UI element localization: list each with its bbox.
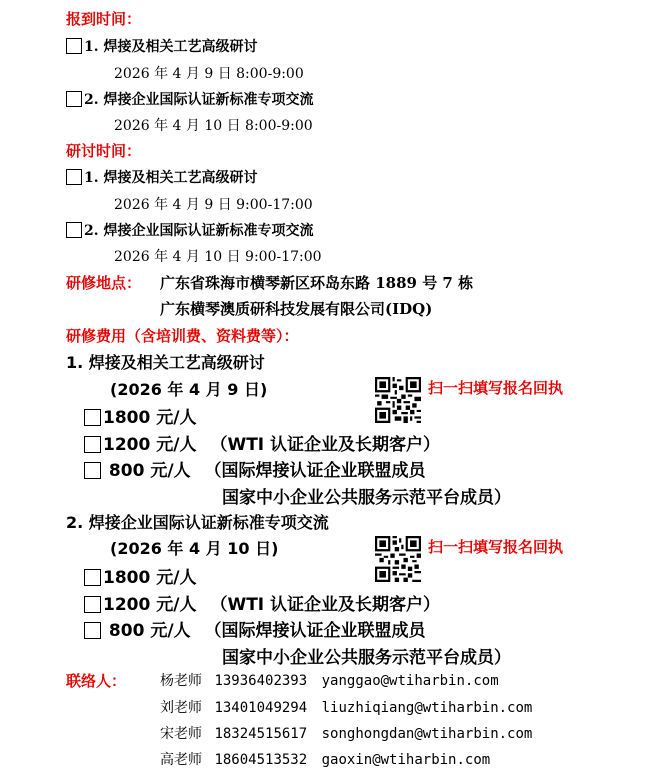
qr-label-1: 扫一扫填写报名回执 bbox=[428, 379, 564, 397]
seminar-date-2: 2026 年 4 月 10 日 9:00-17:00 bbox=[114, 249, 322, 265]
qr-code-icon[interactable] bbox=[375, 536, 421, 582]
fee-option-1800[interactable]: 1800 元/人 bbox=[84, 403, 196, 428]
checkin-option-1[interactable]: 1. 焊接及相关工艺高级研讨 bbox=[66, 36, 258, 56]
checkbox[interactable] bbox=[84, 569, 101, 586]
checkin-heading: 报到时间： bbox=[66, 10, 142, 28]
contact-phone[interactable]: 18604513532 bbox=[214, 752, 308, 768]
venue-address: 广东省珠海市横琴新区环岛东路 1889 号 7 栋 bbox=[160, 274, 474, 292]
venue-company: 广东横琴澳质研科技发展有限公司(IDQ) bbox=[160, 300, 433, 318]
checkbox[interactable] bbox=[84, 462, 101, 479]
contact-email[interactable]: liuzhiqiang@wtiharbin.com bbox=[321, 700, 533, 716]
contact-email[interactable]: yanggao@wtiharbin.com bbox=[321, 673, 499, 689]
contact-phone[interactable]: 18324515617 bbox=[214, 726, 308, 742]
checkbox[interactable] bbox=[84, 409, 101, 426]
checkbox[interactable] bbox=[66, 91, 82, 107]
seminar-option-1[interactable]: 1. 焊接及相关工艺高级研讨 bbox=[66, 167, 258, 187]
contact-phone[interactable]: 13936402393 bbox=[214, 673, 308, 689]
checkin-date-1: 2026 年 4 月 9 日 8:00-9:00 bbox=[114, 66, 304, 82]
course-title-1: 1. 焊接及相关工艺高级研讨 bbox=[66, 353, 265, 372]
contact-email[interactable]: gaoxin@wtiharbin.com bbox=[321, 752, 491, 768]
course-date-1: (2026 年 4 月 9 日) bbox=[110, 380, 268, 399]
contact-email[interactable]: songhongdan@wtiharbin.com bbox=[321, 726, 533, 742]
checkbox[interactable] bbox=[84, 436, 101, 453]
seminar-option-2[interactable]: 2. 焊接企业国际认证新标准专项交流 bbox=[66, 220, 314, 240]
fee-option-1800[interactable]: 1800 元/人 bbox=[84, 563, 196, 588]
contact-name: 宋老师 bbox=[160, 726, 202, 742]
qr-label-2: 扫一扫填写报名回执 bbox=[428, 538, 564, 556]
checkbox[interactable] bbox=[66, 169, 82, 185]
contact-row bbox=[160, 670, 499, 690]
fee-note-cont: 国家中小企业公共服务示范平台成员） bbox=[222, 488, 511, 508]
seminar-date-1: 2026 年 4 月 9 日 9:00-17:00 bbox=[114, 197, 313, 213]
contact-phone[interactable]: 13401049294 bbox=[214, 700, 308, 716]
checkbox[interactable] bbox=[66, 222, 82, 238]
seminar-heading: 研讨时间： bbox=[66, 142, 142, 160]
checkbox[interactable] bbox=[66, 38, 82, 54]
fees-heading: 研修费用（含培训费、资料费等）： bbox=[66, 327, 299, 345]
qr-code-icon[interactable] bbox=[375, 377, 421, 423]
checkbox[interactable] bbox=[84, 596, 101, 613]
venue-heading: 研修地点： bbox=[66, 274, 142, 292]
contacts-heading: 联络人： bbox=[66, 672, 127, 690]
fee-option-1200[interactable]: 1200 元/人 （WTI 认证企业及长期客户） bbox=[84, 430, 440, 455]
contact-name: 杨老师 bbox=[160, 673, 202, 689]
checkin-option-2[interactable]: 2. 焊接企业国际认证新标准专项交流 bbox=[66, 89, 314, 109]
contact-row bbox=[160, 697, 532, 717]
course-date-2: (2026 年 4 月 10 日) bbox=[110, 539, 279, 558]
fee-note-cont: 国家中小企业公共服务示范平台成员） bbox=[222, 648, 511, 668]
fee-option-800[interactable]: 800 元/人 （国际焊接认证企业联盟成员 bbox=[84, 616, 426, 641]
contact-name: 刘老师 bbox=[160, 700, 202, 716]
course-title-2: 2. 焊接企业国际认证新标准专项交流 bbox=[66, 513, 329, 532]
contact-name: 高老师 bbox=[160, 752, 202, 768]
checkin-date-2: 2026 年 4 月 10 日 8:00-9:00 bbox=[114, 118, 313, 134]
checkbox[interactable] bbox=[84, 622, 101, 639]
contact-row bbox=[160, 749, 490, 769]
contact-row bbox=[160, 723, 532, 743]
fee-option-1200[interactable]: 1200 元/人 （WTI 认证企业及长期客户） bbox=[84, 590, 440, 615]
fee-option-800[interactable]: 800 元/人 （国际焊接认证企业联盟成员 bbox=[84, 456, 426, 481]
